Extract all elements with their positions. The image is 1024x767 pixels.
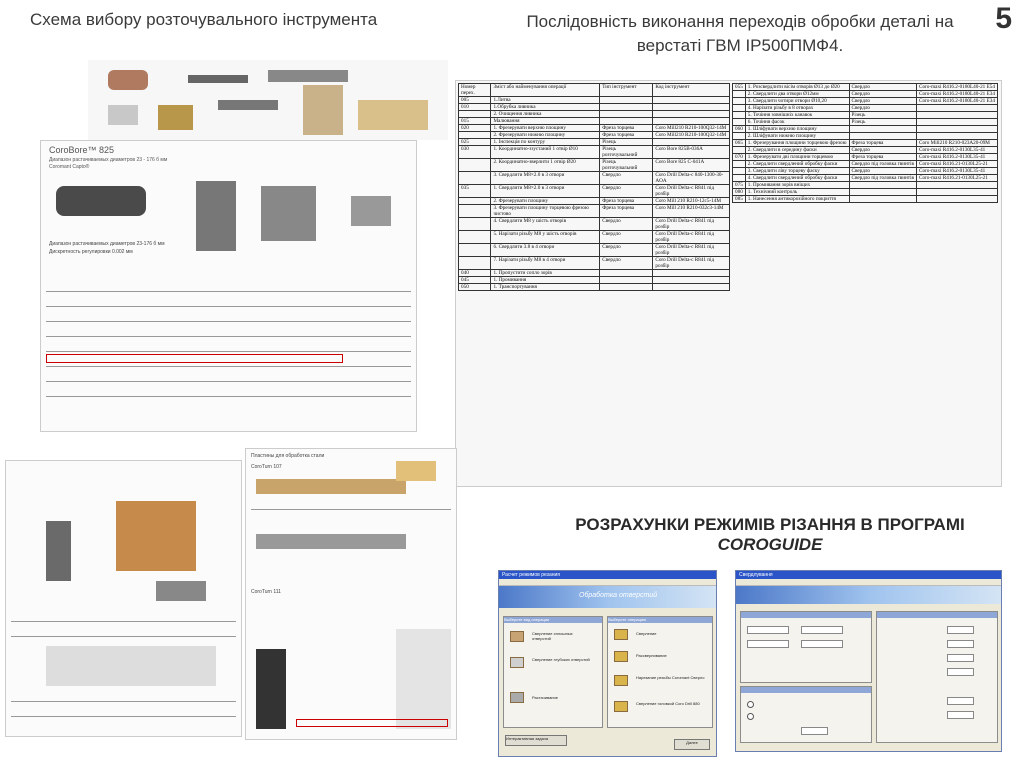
table-cell: [459, 159, 491, 172]
table-cell: [733, 119, 746, 126]
table-row: [733, 133, 998, 140]
coroguide-window-drilling: [498, 570, 717, 757]
table-cell: Свердло: [600, 185, 653, 198]
table-cell: 1.Литва: [491, 97, 600, 104]
table-cell: Різець: [600, 139, 653, 146]
section-title-main: РОЗРАХУНКИ РЕЖИМІВ РІЗАННЯ В ПРОГРАМІ: [575, 515, 965, 534]
op-option-label[interactable]: Растачивание: [532, 695, 558, 700]
table-cell: 025: [459, 139, 491, 146]
table-row: [459, 97, 730, 104]
table-cell: Coro Mill210 R210-100Q32-14М: [653, 132, 730, 139]
table-cell: [653, 118, 730, 125]
window-titlebar: Расчет режимов резания: [499, 571, 716, 579]
catalog-subtitle: Диапазон растачиваемых диаметров 23 - 176 б мм: [49, 157, 168, 163]
table-row: [459, 218, 730, 231]
table-cell: 5. Нарізати різьбу М8 у шість отворів: [491, 231, 600, 244]
button-label: Далее: [686, 740, 698, 745]
table-row: [459, 277, 730, 284]
result-field[interactable]: [947, 626, 974, 634]
op-option-label[interactable]: Сверление головкой Coro Drill 880: [636, 701, 700, 706]
section-title: [530, 515, 1010, 555]
table-cell: 2. Свердлити два отвори Ø12мм: [745, 91, 849, 98]
process-table-scan: [455, 80, 1002, 487]
table-cell: Свердло: [849, 98, 917, 105]
table-cell: 1. Розсвердлити вісім отворів Ø13 до Ø20: [745, 84, 849, 91]
table-cell: Фреза торцева: [600, 205, 653, 218]
table-cell: [600, 277, 653, 284]
table-cell: 1. Промивання зорів вніщих: [745, 182, 849, 189]
button-label: Интерактивная задача: [506, 736, 549, 741]
highlighted-row: [46, 354, 343, 363]
table-cell: [459, 198, 491, 205]
table-cell: 1. Нанесення антикорозійного покриття: [745, 196, 849, 203]
window-titlebar: Свердлування: [736, 571, 1001, 579]
table-row: [733, 154, 998, 161]
table-cell: 1. Свердлити М8×2.0 в 3 отвори: [491, 185, 600, 198]
table-row: [733, 98, 998, 105]
table-cell: [600, 111, 653, 118]
header-cell: Зміст або найменування операції: [491, 84, 600, 97]
catalog-spec2: Дискретность регулировки 0.002 мм: [49, 249, 133, 255]
table-cell: 3. Свердлити М8×2.0 в 3 отвори: [491, 172, 600, 185]
table-row: [733, 126, 998, 133]
table-cell: [653, 111, 730, 118]
table-cell: Різець: [849, 119, 917, 126]
table-cell: 4. Свердлити М8 у шість отворів: [491, 218, 600, 231]
op-option-label[interactable]: Сверление глубоких отверстий: [532, 657, 590, 662]
table-cell: 050: [459, 284, 491, 291]
boring-icon[interactable]: [510, 692, 524, 703]
table-cell: [459, 244, 491, 257]
table-cell: Coro Drill Delta-c R841 під розбір: [653, 231, 730, 244]
table-cell: [459, 218, 491, 231]
op-option-label[interactable]: Сверление сплошных отверстий: [532, 631, 573, 641]
table-cell: 080: [733, 189, 746, 196]
group-header: [741, 687, 871, 693]
table-cell: Coro Mill 210 R210-12c5-14М: [653, 198, 730, 205]
table-row: [459, 104, 730, 111]
table-cell: Coro-maxi R416.2-0180L40-21 E34: [917, 91, 998, 98]
table-row: [733, 182, 998, 189]
table-cell: [733, 161, 746, 168]
table-row: [733, 112, 998, 119]
header-cell: Код інструмент: [653, 84, 730, 97]
table-cell: 1. Фрезерувати дві площини торцевою: [745, 154, 849, 161]
table-cell: 055: [733, 84, 746, 91]
table-cell: Свердло: [849, 105, 917, 112]
drill-deep-icon[interactable]: [510, 657, 524, 668]
table-cell: [917, 182, 998, 189]
result-field[interactable]: [947, 654, 974, 662]
table-cell: 6. Точіння фасок: [745, 119, 849, 126]
table-cell: [600, 270, 653, 277]
operation-type-group: [503, 616, 603, 728]
coroturn-111: CoroTurn 111: [251, 589, 281, 595]
table-row: [733, 105, 998, 112]
table-cell: [600, 104, 653, 111]
table-cell: 3. Фрезерувати площину торцевою фрезою чистово: [491, 205, 600, 218]
table-cell: Coro Drill Delta-c R841 під розбір: [653, 244, 730, 257]
table-row: [733, 140, 998, 147]
table-cell: 5. Точіння зовнішніх канавок: [745, 112, 849, 119]
table-row: [733, 196, 998, 203]
table-row: [459, 132, 730, 139]
table-row: [733, 147, 998, 154]
table-cell: Coro Mill210 R210-100Q32-14М: [653, 125, 730, 132]
table-row: [459, 231, 730, 244]
table-cell: Фреза торцева: [849, 154, 917, 161]
table-cell: 1. Транспортування: [491, 284, 600, 291]
table-cell: Свердло під головка гвинтів: [849, 161, 917, 168]
drill-solid-icon[interactable]: [510, 631, 524, 642]
table-cell: 3. Свердлити ліву торцеву фаску: [745, 168, 849, 175]
table-cell: 1. Фрезерування площини торцевою фрезою: [745, 140, 849, 147]
table-cell: [733, 98, 746, 105]
table-cell: [459, 231, 491, 244]
table-cell: Coro Drill Delta-c R841 під розбір: [653, 185, 730, 198]
table-cell: [733, 91, 746, 98]
table-row: [733, 175, 998, 182]
table-cell: 1. Промивання: [491, 277, 600, 284]
result-field[interactable]: [947, 711, 974, 719]
table-cell: [733, 147, 746, 154]
table-cell: Coro Drill Delta-c 840-1300-30-AOA: [653, 172, 730, 185]
table-cell: 015: [459, 118, 491, 125]
table-row: [733, 84, 998, 91]
table-cell: 1. Шліфувати верхню площину: [745, 126, 849, 133]
table-cell: Coro Mill 210 R210-032c3-14М: [653, 205, 730, 218]
table-cell: 2. Свердлити свердлений обробку фаски: [745, 161, 849, 168]
table-cell: 2. Шліфувати нижню площину: [745, 133, 849, 140]
boring-bar-image: [56, 186, 146, 216]
coroguide-window-params: [735, 570, 1002, 752]
catalog-coromant: Coromant Capto®: [49, 164, 90, 170]
op-option-label[interactable]: Рассверливание: [636, 653, 667, 658]
table-cell: 2. Фрезерувати нижню площину: [491, 132, 600, 139]
left-title: Схема вибору розточувального інструмента: [30, 10, 378, 29]
table-cell: Фреза торцева: [600, 132, 653, 139]
group-header: [877, 612, 997, 618]
result-field[interactable]: [947, 697, 974, 705]
table-cell: Свердло: [600, 244, 653, 257]
table-cell: [849, 182, 917, 189]
window-banner: [736, 586, 1001, 604]
counterbore-icon[interactable]: [614, 651, 628, 662]
table-cell: [600, 97, 653, 104]
table-cell: [733, 105, 746, 112]
table-cell: 035: [459, 185, 491, 198]
right-title: [480, 10, 1000, 58]
coroturn-107: CoroTurn 107: [251, 464, 282, 470]
table-cell: Свердло: [600, 231, 653, 244]
table-cell: Coro Bore 825 C-041A: [653, 159, 730, 172]
header-cell: Тип інструмент: [600, 84, 653, 97]
table-cell: Coro-maxi R416.2-0130L35-41: [917, 147, 998, 154]
table-cell: 1. Інспекція по контуру: [491, 139, 600, 146]
table-cell: Свердло: [849, 168, 917, 175]
table-cell: 1. Координатно-ззустаний 1 отвір Ø10: [491, 146, 600, 159]
inserts-catalog: [245, 448, 457, 740]
table-row: [733, 168, 998, 175]
table-row: [733, 119, 998, 126]
result-field[interactable]: [947, 668, 974, 676]
table-cell: Фреза торцева: [849, 140, 917, 147]
table-cell: 2. Координатно-зверлити 1 отвір Ø20: [491, 159, 600, 172]
table-row: [459, 159, 730, 172]
op-option-label[interactable]: Нарезание резьбы Coromant Сверло: [636, 675, 705, 680]
table-cell: [917, 112, 998, 119]
table-cell: Coro-maxi R416.21-0130L25-21: [917, 175, 998, 182]
section-subtitle: COROGUIDE: [717, 535, 823, 554]
thread-drill-icon[interactable]: [614, 675, 628, 686]
tool-params-group: [740, 686, 872, 743]
table-cell: [459, 257, 491, 270]
table-cell: 2. Очищення ливника: [491, 111, 600, 118]
table-cell: 045: [459, 277, 491, 284]
table-cell: [733, 175, 746, 182]
table-cell: Coro-maxi R416.21-0130L25-21: [917, 161, 998, 168]
table-cell: Свердло: [600, 218, 653, 231]
table-cell: [849, 133, 917, 140]
table-row: [733, 91, 998, 98]
right-title-line1: Послідовність виконання переходів обробки деталі на: [526, 12, 954, 31]
table-cell: 2. Свердлити в середину фаски: [745, 147, 849, 154]
header-cell: Номер перех.: [459, 84, 491, 97]
table-cell: 4. Нарізати різьбу в 8 отворах: [745, 105, 849, 112]
table-cell: 6. Свердлити 3.8 в 4 отвори: [491, 244, 600, 257]
group-header: Выберите операцию: [608, 617, 712, 623]
table-row: [733, 161, 998, 168]
table-cell: [653, 277, 730, 284]
material-field[interactable]: [747, 626, 789, 634]
table-row: [459, 205, 730, 218]
right-title-line2: верстаті ГВМ IP500ПМФ4.: [636, 36, 844, 55]
table-cell: Свердло: [600, 257, 653, 270]
table-cell: Coro Mill210 R210-023A20-09M: [917, 140, 998, 147]
table-cell: 085: [733, 196, 746, 203]
page-number: 5: [995, 2, 1012, 35]
table-cell: Coro-maxi R416.2-0130L35-41: [917, 168, 998, 175]
table-cell: [917, 196, 998, 203]
table-cell: 075: [733, 182, 746, 189]
plates-title: Пластины для обработка стали: [251, 453, 325, 459]
table-cell: Coro Bore 825B-036A: [653, 146, 730, 159]
interactive-task-button[interactable]: [505, 735, 567, 746]
table-cell: [459, 132, 491, 139]
param-field[interactable]: [801, 640, 843, 648]
catalog-brand: CoroBore™ 825: [49, 145, 115, 155]
table-cell: Фреза торцева: [600, 125, 653, 132]
table-cell: [849, 126, 917, 133]
table-cell: [849, 196, 917, 203]
table-row: [459, 244, 730, 257]
table-cell: Свердло: [849, 147, 917, 154]
table-cell: Фреза торцева: [600, 198, 653, 205]
table-cell: 1. Технічний контроль: [745, 189, 849, 196]
option-radio[interactable]: [747, 713, 754, 720]
coro-bore-catalog: [40, 140, 417, 432]
table-cell: 005: [459, 97, 491, 104]
table-cell: 060: [733, 126, 746, 133]
table-cell: 040: [459, 270, 491, 277]
window-menubar: [499, 579, 716, 586]
table-cell: Різець розточувальний: [600, 146, 653, 159]
table-row: [459, 172, 730, 185]
table-cell: 1. Пропустити сопло зорів: [491, 270, 600, 277]
table-row: [459, 125, 730, 132]
tool-holder-catalog: [5, 460, 242, 737]
table-cell: [600, 284, 653, 291]
table-cell: Малювання: [491, 118, 600, 125]
catalog-spec1: Диапазон растачиваемых диаметров 23-176 б мм: [49, 241, 165, 247]
table-cell: [733, 168, 746, 175]
table-cell: 070: [733, 154, 746, 161]
table-row: [733, 189, 998, 196]
table-cell: Coro-maxi R416.2-0180L40-21 E34: [917, 98, 998, 105]
table-cell: Coro-maxi R416.2-0130L35-41: [917, 154, 998, 161]
table-cell: 020: [459, 125, 491, 132]
window-menubar: [736, 579, 1001, 586]
table-cell: Свердло: [849, 84, 917, 91]
table-cell: Coro Drill Delta-c R841 під розбір: [653, 218, 730, 231]
drill-tool-icon[interactable]: [614, 629, 628, 640]
table-cell: [653, 97, 730, 104]
table-cell: 010: [459, 104, 491, 111]
table-cell: [653, 139, 730, 146]
table-cell: [459, 172, 491, 185]
table-cell: [917, 126, 998, 133]
table-row: [459, 111, 730, 118]
table-row: [459, 270, 730, 277]
group-header: [741, 612, 871, 618]
param-field[interactable]: [747, 640, 789, 648]
table-cell: Свердло: [849, 91, 917, 98]
param-field[interactable]: [801, 727, 828, 735]
table-cell: 065: [733, 140, 746, 147]
window-banner: [499, 586, 716, 608]
table-cell: [917, 133, 998, 140]
operation-group: [607, 616, 713, 728]
table-cell: [917, 105, 998, 112]
table-cell: Свердло під головка гвинтів: [849, 175, 917, 182]
option-radio[interactable]: [747, 701, 754, 708]
table-cell: 030: [459, 146, 491, 159]
table-cell: [459, 205, 491, 218]
table-row: [459, 118, 730, 125]
table-cell: [653, 270, 730, 277]
table-cell: 4. Свердлити свердлений обробку фаски: [745, 175, 849, 182]
table-cell: Свердло: [600, 172, 653, 185]
table-row: [459, 185, 730, 198]
table-row: [459, 146, 730, 159]
table-cell: Різець розточувальний: [600, 159, 653, 172]
table-cell: [849, 189, 917, 196]
table-cell: 7. Нарізати різьбу М8 в 4 отвори: [491, 257, 600, 270]
table-row: [459, 198, 730, 205]
table-cell: Coro Drill Delta-c R841 під розбір: [653, 257, 730, 270]
table-cell: [653, 104, 730, 111]
drill-head-icon[interactable]: [614, 701, 628, 712]
table-cell: 2. Фрезерувати площину: [491, 198, 600, 205]
table-cell: [917, 119, 998, 126]
table-cell: [733, 133, 746, 140]
input-params-group: [740, 611, 872, 683]
table-row: [459, 284, 730, 291]
tool-images-scan: [88, 60, 448, 140]
table-row: [459, 139, 730, 146]
group-header: Выберите вид операции: [504, 617, 602, 623]
table-cell: [459, 111, 491, 118]
table-cell: Coro-maxi R416.2-0180L40-21 E54: [917, 84, 998, 91]
table-cell: [653, 284, 730, 291]
table-cell: [733, 112, 746, 119]
table-cell: 1. Фрезерувати верхню площину: [491, 125, 600, 132]
result-field[interactable]: [947, 640, 974, 648]
op-option-label[interactable]: Сверление: [636, 631, 657, 636]
table-row: [459, 257, 730, 270]
banner-text: Обработка отверстий: [579, 592, 658, 599]
process-table-header: [459, 84, 730, 97]
param-field[interactable]: [801, 626, 843, 634]
table-cell: [917, 189, 998, 196]
table-cell: 3. Свердлити чотири отвори Ø10,20: [745, 98, 849, 105]
next-button[interactable]: [674, 739, 710, 750]
table-cell: 1.Обрубка ливника: [491, 104, 600, 111]
table-cell: Різець: [849, 112, 917, 119]
table-cell: [600, 118, 653, 125]
results-group: [876, 611, 998, 743]
